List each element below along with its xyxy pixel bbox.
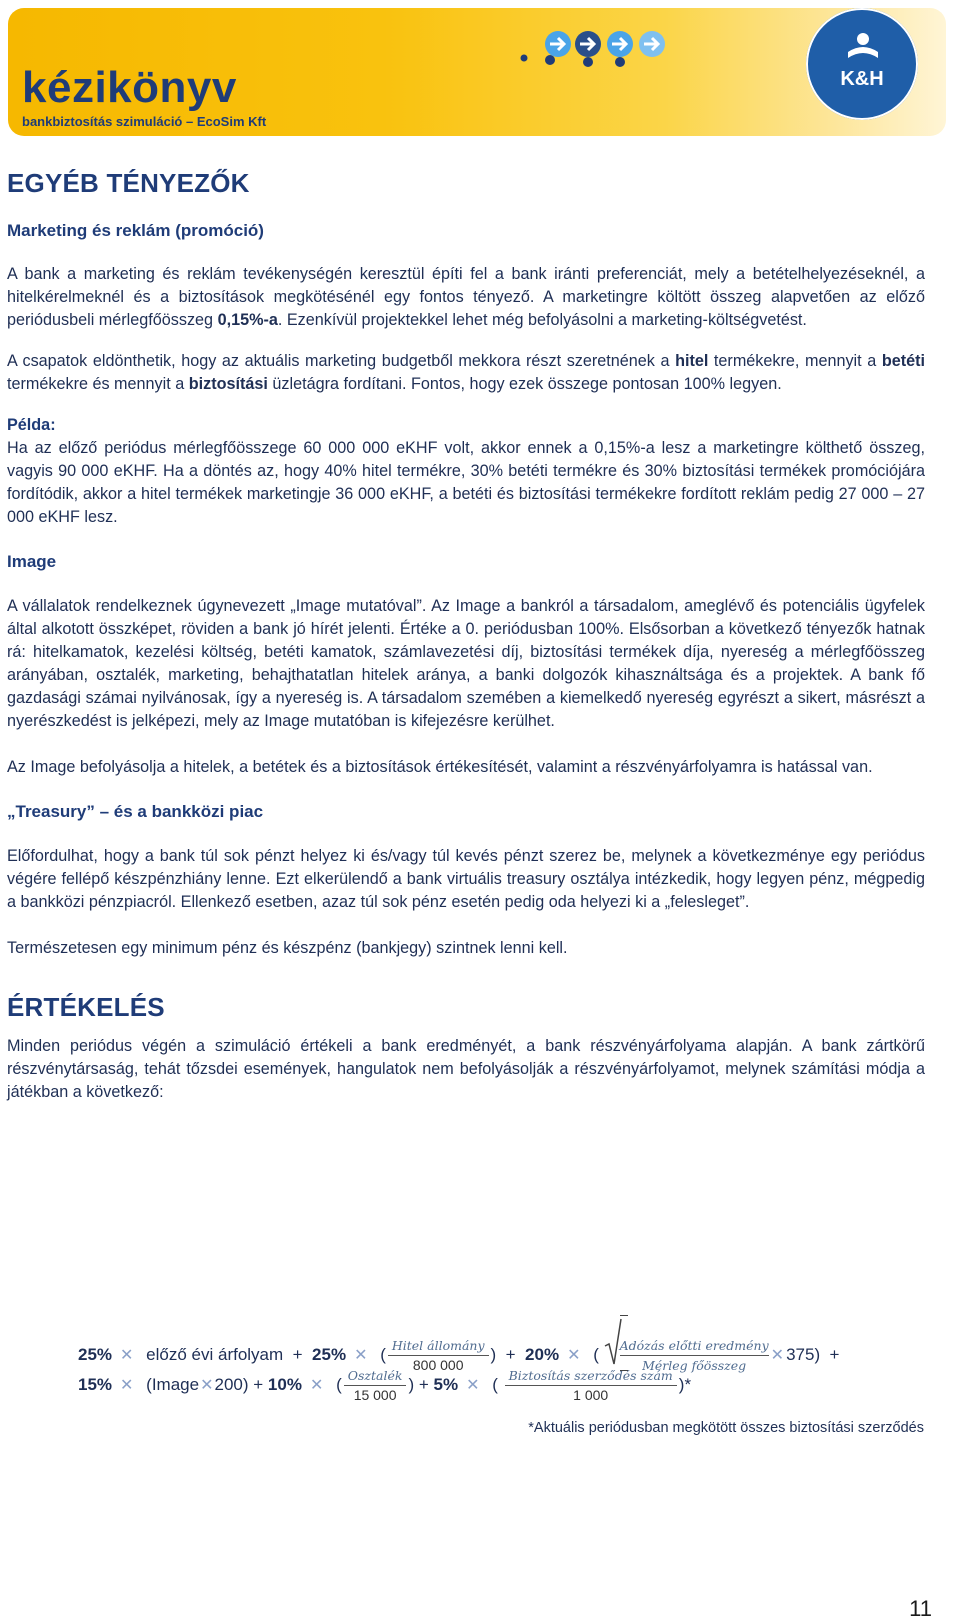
paragraph-treasury-1: Előfordulhat, hogy a bank túl sok pénzt helyez ki és/vagy túl kevés pénzt szerez be, melynek a következménye egy periódus végére fellépő készpénzhiány lenne. Ezt elkerülendő a bank virtuális treasury osztálya intézkedik, hogy legyen pénz, mégpedig a bankközi pénzpiacról. Ellenkező esetben, azaz túl sok pénz esetén pedig oda helyezi ki a „felesleget”. bbox=[7, 847, 925, 911]
times-icon: ✕ bbox=[309, 1376, 324, 1394]
times-icon: ✕ bbox=[354, 1346, 368, 1364]
paragraph-evaluation: Minden periódus végén a szimuláció értékeli a bank eredményét, a bank részvényárfolyama alapján. A bank zártkörű részvénytársaság, tehát tőzsdei események, hangulatok nem befolyásolják a részvényárfolyamot, melynek számítási módja a játékban a következő: bbox=[7, 1037, 925, 1101]
navigation-arrows-icon bbox=[520, 28, 670, 78]
heading-marketing: Marketing és reklám (promóció) bbox=[7, 221, 264, 240]
times-icon: ✕ bbox=[120, 1376, 134, 1394]
fraction-loans: $\frac{\text{Hitel állomány}}{800 000}$ bbox=[388, 1338, 489, 1373]
formula-line-2: 15% ✕ (Image✕200) + 10% ✕ ( $\frac{\text{Osztalék}}{15 000}$ ) + 5% ✕ ( $\frac{\text{Biztosítás szerződés szám}}{1 000}$ )* bbox=[78, 1368, 692, 1403]
paragraph-image-1: A vállalatok rendelkeznek úgynevezett „Image mutatóval”. Az Image a bankról a társadalom, ameglévő és potenciális ügyfelek által alkotott összképet, röviden a bank jó hírét jelenti. Értéke a 0. periódusban 100%. Elsősorban a következő tényezők hatnak rá: hitelkamatok, kezelési költség, betéti kamatok, számlavezetési díj, biztosítási termékek díja, nyereség a mérlegfőösszeg arányában, osztalék, marketing, behajthatatlan hitelek aránya, a banki dolgozók kihasználtsága és a projektek. A bank fő gazdasági számai nyilvánosak, így a nyereség is. A társadalom szemében a kiemelkedő nyereség egyrészt a sikert, másrészt a nyerészkedést is jelképezi, mely az Image mutatóban is kifejezésre kerülhet. bbox=[7, 597, 925, 730]
header-banner bbox=[8, 8, 946, 136]
sqrt-profit-ratio: Adózás előtti eredmény Mérleg főösszeg bbox=[604, 1318, 769, 1393]
times-icon: ✕ bbox=[120, 1346, 134, 1364]
times-icon: ✕ bbox=[200, 1376, 214, 1394]
heading-treasury: „Treasury” – és a bankközi piac bbox=[7, 802, 264, 821]
paragraph-example: Ha az előző periódus mérlegfőösszege 60 000 000 eKHF volt, akkor ennek a 0,15%-a lesz a marketingre költhető összeg, vagyis 90 000 eKHF. Ha a döntés az, hogy 40% hitel termékre, 30% betéti termékre és 30% biztosítási termékek promóciójára fordítódik, akkor a hitel termékek marketingje 36 000 eKHF, a betéti és biztosítási termékekre fordított reklám pedig 27 000 – 27 000 eKHF lesz. bbox=[7, 439, 925, 526]
page-subtitle: bankbiztosítás szimuláció – EcoSim Kft bbox=[22, 114, 267, 129]
example-label: Példa: bbox=[7, 416, 56, 434]
times-icon: ✕ bbox=[770, 1346, 785, 1364]
heading-evaluation: ÉRTÉKELÉS bbox=[7, 992, 165, 1022]
footnote: *Aktuális periódusban megkötött összes biztosítási szerződés bbox=[528, 1420, 924, 1436]
page-number: 11 bbox=[909, 1596, 932, 1621]
formula-line-1: 25% ✕ előző évi árfolyam + 25% ✕ ( $\frac{\text{Hitel állomány}}{800 000}$ ) + 20% ✕ ( Adózás előtti eredmény Mérleg főösszeg ✕ 375) + bbox=[78, 1318, 928, 1393]
fraction-dividend: $\frac{\text{Osztalék}}{15 000}$ bbox=[344, 1368, 407, 1403]
kh-logo-mark-icon bbox=[846, 32, 880, 62]
times-icon: ✕ bbox=[567, 1346, 581, 1364]
page-title: kézikönyv bbox=[22, 63, 237, 112]
heading-image: Image bbox=[7, 552, 57, 571]
heading-other-factors: EGYÉB TÉNYEZŐK bbox=[7, 168, 250, 198]
fraction-contracts: $\frac{\text{Biztosítás szerződés szám}}{1 000}$ bbox=[505, 1368, 677, 1403]
paragraph-image-2: Az Image befolyásolja a hitelek, a betétek és a biztosítások értékesítését, valamint a részvényárfolyamra is hatással van. bbox=[7, 758, 873, 776]
document-body bbox=[7, 168, 925, 1104]
paragraph-marketing-2: A csapatok eldönthetik, hogy az aktuális marketing budgetből mekkora részt szeretnének a hitel termékekre, mennyit a betéti termékekre és mennyit a biztosítási üzletágra fordítani. Fontos, hogy ezek összege pontosan 100% legyen. bbox=[7, 352, 925, 393]
paragraph-treasury-2: Természetesen egy minimum pénz és készpénz (bankjegy) szintnek lenni kell. bbox=[7, 939, 568, 957]
kh-logo bbox=[806, 8, 918, 120]
kh-logo-text: K&H bbox=[840, 68, 884, 90]
paragraph-marketing-1: A bank a marketing és reklám tevékenységén keresztül építi fel a bank iránti preferenciát, mely a betételhelyezéseknél, a hitelkérelmeknél és a biztosítások megkötésénél egy fontos tényező. A marketingre költött összeg alapvetően az előző periódusbeli mérlegfőösszeg 0,15%-a. Ezenkívül projektekkel lehet még befolyásolni a marketing-költségvetést. bbox=[7, 265, 925, 329]
times-icon: ✕ bbox=[466, 1376, 480, 1394]
